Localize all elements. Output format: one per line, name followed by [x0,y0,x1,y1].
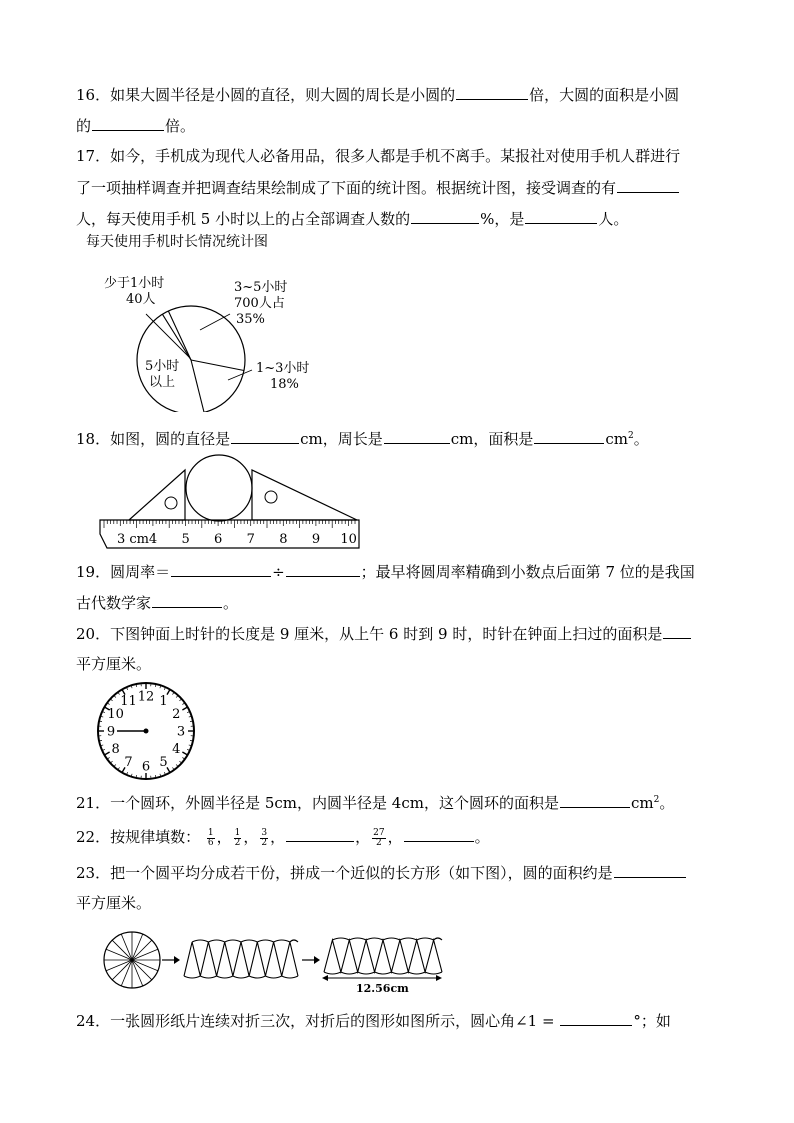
pie-sector-line [162,314,191,360]
zigzag-arc [290,940,298,942]
clock-number: 2 [172,707,181,722]
pie-sector-line [191,360,244,370]
sliced-circle [104,932,160,988]
q19-text: ；最早将圆周率精确到小数点后面第 7 位的是我国 [360,563,695,581]
zigzag-shape-2 [324,938,442,974]
q22-line: 22．按规律填数： $\frac{1}{6}$ ， $\frac{1}{2}$ ， $\frac{3}{2}$ ， ， $\frac{27}{2}$ ， 。 [76,827,490,848]
clock-number: 3 [176,724,186,740]
q24-blank[interactable] [560,1010,632,1026]
q17-text: 人，每天使用手机 5 小时以上的占全部调查人数的 [76,210,411,228]
clock-number: 7 [124,754,133,770]
clock-number: 9 [106,724,116,740]
ruler-figure [95,452,365,552]
zigzag-arc [257,940,273,942]
zigzag-arc [349,938,366,940]
q17-blank-2[interactable] [411,208,479,224]
clock-tick [104,752,109,755]
q20-text: 20．下图钟面上时针的长度是 9 厘米，从上午 6 时到 9 时，时针在钟面上扫过的面积是 [76,625,663,643]
q23-text: 23．把一个圆平均分成若干份，拼成一个近似的长方形（如下图），圆的面积约是 [76,864,613,882]
q16-blank-2[interactable] [92,115,164,131]
q24-text: °；如 [633,1012,671,1030]
zigzag-arc [391,972,408,974]
zigzag-arc [341,972,358,974]
zigzag-arc [184,976,200,978]
length-label: 12.56cm [356,982,409,995]
zigzag-arc [282,976,298,978]
clock-center [144,729,149,734]
zigzag-arc [375,972,392,974]
zigzag-arc [358,972,375,974]
ruler-number: 4 [148,532,158,547]
pie-label-0: 少于1小时 [104,276,165,291]
zigzag-arc [425,972,442,974]
q17-text: %，是 [480,210,525,228]
zigzag-arc [192,940,208,942]
ruler-number: 5 [181,532,190,547]
center-circle [186,455,252,521]
pie-leader-line [228,370,252,380]
q17-text: 人。 [598,210,629,228]
clock-number: 12 [137,689,155,705]
left-triangle [129,470,185,520]
q18-blank-3[interactable] [534,428,604,444]
zigzag-arc [366,938,383,940]
q21-superscript: 2 [653,795,660,805]
length-arrow-right [436,975,442,981]
fraction-1: $\frac{1}{6}$ [207,827,214,848]
zigzag-arc [241,940,257,942]
arrow-1-head [174,956,180,964]
q18-text: cm [605,430,628,448]
q20-line2 [76,654,726,674]
zigzag-line [324,940,442,972]
pie-label-2: 1~3小时 [256,361,310,376]
q19-text: 古代数学家 [76,594,152,612]
q18-text: cm，周长是 [300,430,383,448]
zigzag-arc [233,976,249,978]
clock-number: 8 [111,742,120,757]
q23-text: 平方厘米。 [76,894,152,912]
pie-sector-line [191,360,204,412]
ruler-ticks [104,520,355,528]
q19-line2 [76,592,726,613]
q17-line1 [76,146,726,166]
pie-sector-line [168,311,191,360]
q17-blank-1[interactable] [617,177,679,193]
zigzag-arc [225,940,241,942]
ruler-number: 9 [311,532,321,547]
zigzag-arc [408,972,425,974]
clock-tick [182,707,187,710]
pie-label-0: 40人 [126,292,156,307]
circle-slice-line [112,960,132,980]
q16-line1 [76,84,726,105]
zigzag-arc [249,976,265,978]
zigzag-arc [417,938,434,940]
q22-blank-1[interactable] [286,826,354,842]
zigzag-arc [434,938,442,940]
fraction-4: $\frac{27}{2}$ [373,827,385,848]
q19-line1 [76,561,726,582]
clock-tick [182,752,187,755]
clock-number: 6 [141,759,151,775]
q21-text: cm [630,794,654,812]
zigzag-line [184,942,298,976]
pie-labels [104,275,309,392]
q17-blank-3[interactable] [525,208,597,224]
q23-line2 [76,893,726,913]
q22-blank-2[interactable] [404,826,474,842]
q17-text: 了一项抽样调查并把调查结果绘制成了下面的统计图。根据统计图，接受调查的有 [76,179,617,197]
zigzag-arc [217,976,233,978]
ruler-number: 10 [340,532,357,547]
zigzag-arc [200,976,216,978]
pie-leader-line [146,314,190,358]
ruler-number: 7 [246,532,255,547]
q21-text: 。 [659,794,675,812]
ruler-labels [149,532,357,547]
q16-text: 的 [76,117,92,135]
pie-label-1: 35% [236,312,265,327]
q23-line1 [76,862,726,883]
q18-text: cm，面积是 [450,430,534,448]
right-triangle [252,470,357,520]
q19-text: ÷ [272,563,285,581]
circle-slice-line [112,940,132,960]
zigzag-arc [208,940,224,942]
zigzag-arc [324,972,341,974]
q21-blank[interactable] [560,792,630,808]
q19-blank-3[interactable] [152,592,222,608]
circle-slice-line [132,940,152,960]
q16-text: 倍。 [165,117,196,135]
q20-blank[interactable] [663,623,691,639]
right-triangle-hole [265,491,277,503]
q18-line [76,426,726,449]
q16-line2 [76,115,726,136]
length-arrow-left [322,975,328,981]
q19-text: 。 [223,594,239,612]
ruler-unit-label: 3 cm [117,532,150,547]
zigzag-arc [400,938,417,940]
clock-figure [93,680,203,785]
circle-rearrange-figure [98,928,458,998]
q21-line [76,790,726,813]
zigzag-arc [265,976,281,978]
q18-text: 18．如图，圆的直径是 [76,430,231,448]
clock-number: 10 [107,707,124,722]
left-triangle-hole [165,497,177,509]
q22-text: 22．按规律填数： [76,828,201,846]
clock-number: 4 [172,742,181,757]
pie-leader-line [200,314,230,330]
zigzag-arc [274,940,290,942]
q21-text: 21．一个圆环，外圆半径是 5cm，内圆半径是 4cm，这个圆环的面积是 [76,794,559,812]
fraction-3: $\frac{3}{2}$ [261,827,268,848]
ruler-number: 6 [214,532,223,547]
q24-text: 24．一张圆形纸片连续对折三次，对折后的图形如图所示，圆心角∠1 = [76,1012,560,1030]
chart-title: 每天使用手机时长情况统计图 [86,234,268,250]
clock-number: 1 [159,694,168,710]
q19-text: 19．圆周率＝ [76,563,171,581]
q23-blank[interactable] [614,862,686,878]
clock-number: 5 [159,754,168,770]
q16-text: 倍，大圆的面积是小圆 [529,86,680,104]
pie-chart [90,262,330,412]
arrow-2-head [314,956,320,964]
q16-text: 16．如果大圆半径是小圆的直径，则大圆的周长是小圆的 [76,86,456,104]
zigzag-shape-1 [184,940,298,978]
q20-text: 平方厘米。 [76,655,152,673]
q18-blank-2[interactable] [384,428,450,444]
pie-label-1: 3~5小时 [234,280,288,295]
q18-text: 。 [633,430,649,448]
q16-blank-1[interactable] [456,84,528,100]
fraction-2: $\frac{1}{2}$ [234,827,241,848]
pie-label-3: 以上 [149,375,176,390]
q17-text: 17．如今，手机成为现代人必备用品，很多人都是手机不离手。某报社对使用手机人群进行 [76,147,681,165]
pie-label-1: 700人占 [234,296,285,311]
pie-label-3: 5小时 [145,359,180,374]
q19-blank-2[interactable] [286,561,360,577]
q17-line2 [76,177,726,198]
q17-line3 [76,208,726,229]
q19-blank-1[interactable] [171,561,271,577]
pie-label-2: 18% [270,377,299,392]
q18-superscript: 2 [627,431,634,441]
ruler-number: 8 [279,532,288,547]
q18-blank-1[interactable] [231,428,299,444]
clock-number: 11 [120,694,137,710]
q20-line1 [76,623,726,644]
zigzag-arc [332,938,349,940]
zigzag-arc [383,938,400,940]
circle-slice-line [132,960,152,980]
q24-line [76,1010,726,1031]
